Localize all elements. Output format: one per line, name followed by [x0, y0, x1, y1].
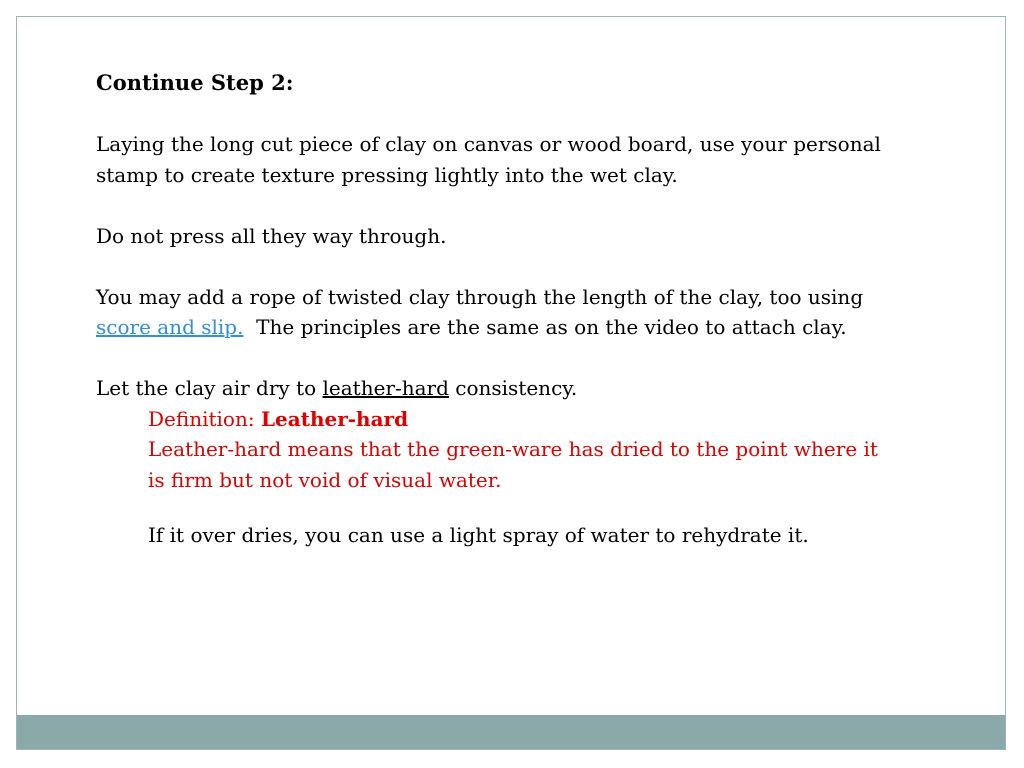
definition-label: Definition: [148, 406, 261, 431]
paragraph-press-warning: Do not press all they way through. [96, 223, 447, 248]
paragraph-stamp-texture: Laying the long cut piece of clay on canvas or wood board, use your personal stamp to create texture pressing lightly into the wet clay. [96, 132, 881, 187]
definition-line [148, 404, 896, 435]
definition-block [96, 404, 896, 551]
footer-bar [17, 715, 1005, 749]
definition-term: Leather-hard [260, 406, 409, 431]
rope-text-after-link: The principles are the same as on the video to attach clay. [243, 315, 847, 339]
slide-content [96, 68, 896, 551]
paragraph-rope-clay [96, 282, 896, 343]
air-dry-text-before: Let the clay air dry to [96, 376, 323, 400]
score-and-slip-link[interactable]: score and slip. [96, 315, 244, 339]
definition-text: Leather-hard means that the green-ware has dried to the point where it is firm but not void of visual water. [148, 437, 878, 492]
slide [16, 16, 1006, 750]
rehydrate-tip: If it over dries, you can use a light spray of water to rehydrate it. [148, 523, 809, 547]
paragraph-air-dry [96, 373, 896, 404]
step-heading: Continue Step 2: [96, 70, 294, 95]
leather-hard-term: leather-hard [322, 376, 449, 400]
rope-text-before-link: You may add a rope of twisted clay through the length of the clay, too using [96, 284, 864, 309]
air-dry-text-after: consistency. [448, 376, 578, 400]
